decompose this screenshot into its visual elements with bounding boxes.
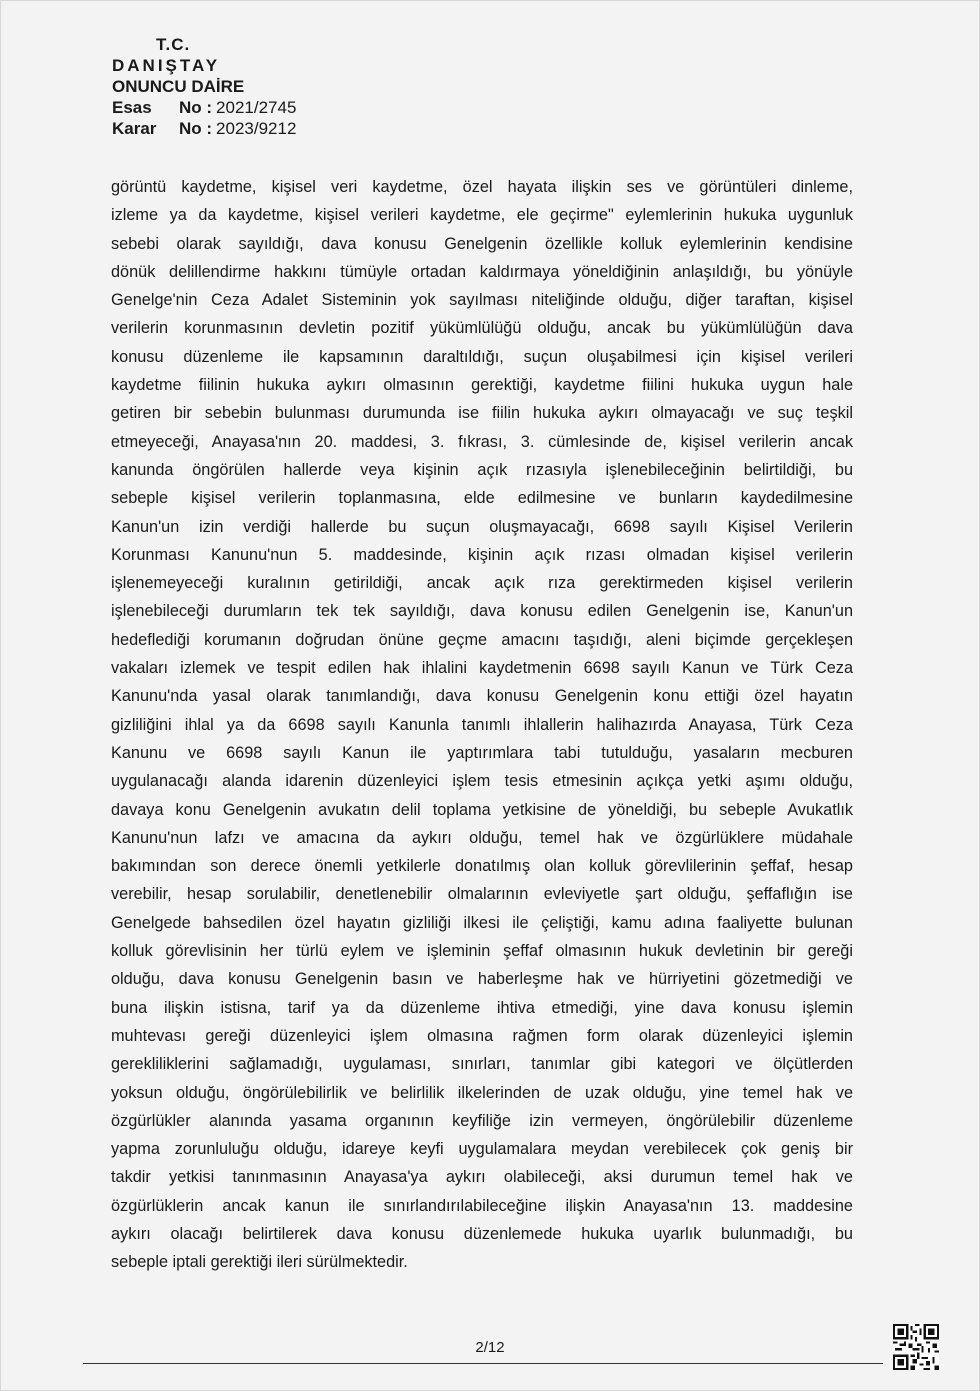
body-line: verilerin korunmasının devletin pozitif yükümlülüğü olduğu, ancak bu yükümlülüğün dava xyxy=(111,319,853,338)
body-line: verebilir, hesap sorulabilir, denetlenebilir olmalarının evleviyetle şart olduğu, şeffaflığın ise xyxy=(111,885,853,904)
body-line: vakaları izlemek ve tespit edilen hak ihlalini kaydetmenin 6698 sayılı Kanun ve Türk Ceza xyxy=(111,659,853,678)
body-line: etmeyeceği, Anayasa'nın 20. maddesi, 3. fıkrası, 3. cümlesinde de, kişisel verilerin ancak xyxy=(111,432,853,451)
body-line: Korunması Kanunu'nun 5. maddesinde, kişinin açık rızası olmadan kişisel verilerin xyxy=(111,545,853,564)
body-line: olduğu, dava konusu Genelgenin basın ve haberleşme hak ve hürriyetini gözetmediği ve xyxy=(111,970,853,989)
body-line: Genelge'nin Ceza Adalet Sisteminin yok sayılması niteliğinde olduğu, diğer taraftan, kişisel xyxy=(111,291,853,310)
body-line: aykırı olacağı belirtilerek dava konusu düzenlemede hukuka uyarlık bulunmadığı, bu xyxy=(111,1224,853,1243)
karar-number: 2023/9212 xyxy=(216,119,297,138)
body-line: hedeflediği korumanın doğrudan önüne geçme amacını taşıdığı, aleni biçimde gerçekleşen xyxy=(111,630,853,649)
body-line: işlenebileceği durumların tek tek sayıldığı, dava konusu edilen Genelgenin ise, Kanun'un xyxy=(111,602,853,621)
court-name: DANIŞTAY xyxy=(112,56,221,75)
body-line: özgürlükler alanında yasama organının keyfiliğe izin vermeyen, öngörülebilir düzenleme xyxy=(111,1111,853,1130)
karar-label: Karar xyxy=(112,119,157,138)
karar-row xyxy=(112,118,296,139)
esas-number: 2021/2745 xyxy=(216,98,297,117)
document-header xyxy=(112,34,296,139)
body-line: Genelgede bahsedilen özel hayatın gizliliği ilkesi ile çeliştiği, kamu adına faaliyette bulunan xyxy=(111,913,853,932)
body-line: izleme ya da kaydetme, kişisel verileri kaydetme, ele geçirme" eylemlerinin hukuka uygunluk xyxy=(111,206,853,225)
body-line: dönük delillendirme hakkını tümüyle ortadan kaldırmaya yöneldiğinin anlaşıldığı, bu yönüyle xyxy=(111,262,853,281)
body-line: bakımından son derece önemli yetkilerle donatılmış olan kolluk görevlilerinin şeffaf, hesap xyxy=(111,857,853,876)
body-line: yapma zorunluluğu olduğu, idareye keyfi uygulamalara meydan verebilecek çok geniş bir xyxy=(111,1140,853,1159)
body-line: davaya konu Genelgenin avukatın delil toplama yetkisine de yöneldiği, bu sebeple Avukatlık xyxy=(111,800,853,819)
body-line: Kanunu'nun lafzı ve amacına da aykırı olduğu, temel hak ve özgürlüklere müdahale xyxy=(111,828,853,847)
body-line: sebebi olarak sayıldığı, dava konusu Genelgenin özellikle kolluk eylemlerinin kendisine xyxy=(111,234,853,253)
body-line: getiren bir sebebin bulunması durumunda ise fiilin hukuka aykırı olmayacağı ve suç teşkil xyxy=(111,404,853,423)
qr-code-icon xyxy=(893,1324,939,1370)
body-line: Kanunu ve 6698 sayılı Kanun ile yaptırımlara tabi tutulduğu, yasaların mecburen xyxy=(111,743,853,762)
body-line: uygulanacağı alanda idarenin düzenleyici işlem tesis etmesinin açıkça yetki aşımı olduğu, xyxy=(111,772,853,791)
body-line: görüntü kaydetme, kişisel veri kaydetme, özel hayata ilişkin ses ve görüntüleri dinleme, xyxy=(111,178,853,196)
body-line: takdir yetkisi tanınmasının Anayasa'ya aykırı olabileceği, aksi durumun temel hak ve xyxy=(111,1168,853,1187)
republic-label: T.C. xyxy=(156,35,191,54)
body-line: Kanunu'nda yasal olarak tanımlandığı, dava konusu Genelgenin konu ettiği özel hayatın xyxy=(111,687,853,706)
karar-no-label: No : xyxy=(179,119,213,138)
body-line: gerekliliklerini sağlamadığı, uygulaması, sınırları, tanımlar gibi kategori ve ölçütlerden xyxy=(111,1055,853,1074)
body-line: yoksun olduğu, öngörülebilirlik ve belirlilik ilkelerinden de uzak olduğu, yine temel hak ve xyxy=(111,1083,853,1102)
page-number: 2/12 xyxy=(475,1339,505,1356)
body-line: özgürlüklerin ancak kanun ile sınırlandırılabileceğine ilişkin Anayasa'nın 13. maddesine xyxy=(111,1196,853,1215)
chamber-name: ONUNCU DAİRE xyxy=(112,77,245,96)
body-line: kanunda öngörülen hallerde veya kişinin açık rızasıyla işlenebileceğinin belirtildiği, bu xyxy=(111,460,853,479)
body-line: muhtevası gereği düzenleyici işlem olmasına rağmen form olarak düzenleyici işlemin xyxy=(111,1026,853,1045)
body-line: kolluk görevlisinin her türlü eylem ve işleminin şeffaf olmasının hukuk devletinin bir gereği xyxy=(111,942,853,961)
body-line: kaydetme fiilinin hukuka aykırı olmasının gerektiği, kaydetme fiilini hukuka uygun hale xyxy=(111,376,853,395)
body-line: sebeple iptali gerektiği ileri sürülmektedir. xyxy=(111,1253,408,1272)
esas-row xyxy=(112,97,296,118)
footer-divider xyxy=(83,1363,883,1364)
body-line: gizliliğini ihlal ya da 6698 sayılı Kanunla tanımlı ihlallerin halihazırda Anayasa, Türk Ceza xyxy=(111,715,853,734)
body-line: işlenemeyeceği kuralının getirildiği, ancak açık rıza gerektirmeden kişisel verilerin xyxy=(111,574,853,593)
esas-no-label: No : xyxy=(179,98,213,117)
body-line: Kanun'un izin verdiği hallerde bu suçun oluşmayacağı, 6698 sayılı Kişisel Verilerin xyxy=(111,517,853,536)
body-text xyxy=(111,173,853,1277)
esas-label: Esas xyxy=(112,98,152,117)
body-line: sebeple kişisel verilerin toplanmasına, elde edilmesine ve bunların kaydedilmesine xyxy=(111,489,853,508)
body-line: buna ilişkin istisna, tarif ya da düzenleme ihtiva etmediği, yine dava konusu işlemin xyxy=(111,998,853,1017)
body-line: konusu düzenleme ile kapsamının daraltıldığı, suçun oluşabilmesi için kişisel verileri xyxy=(111,347,853,366)
